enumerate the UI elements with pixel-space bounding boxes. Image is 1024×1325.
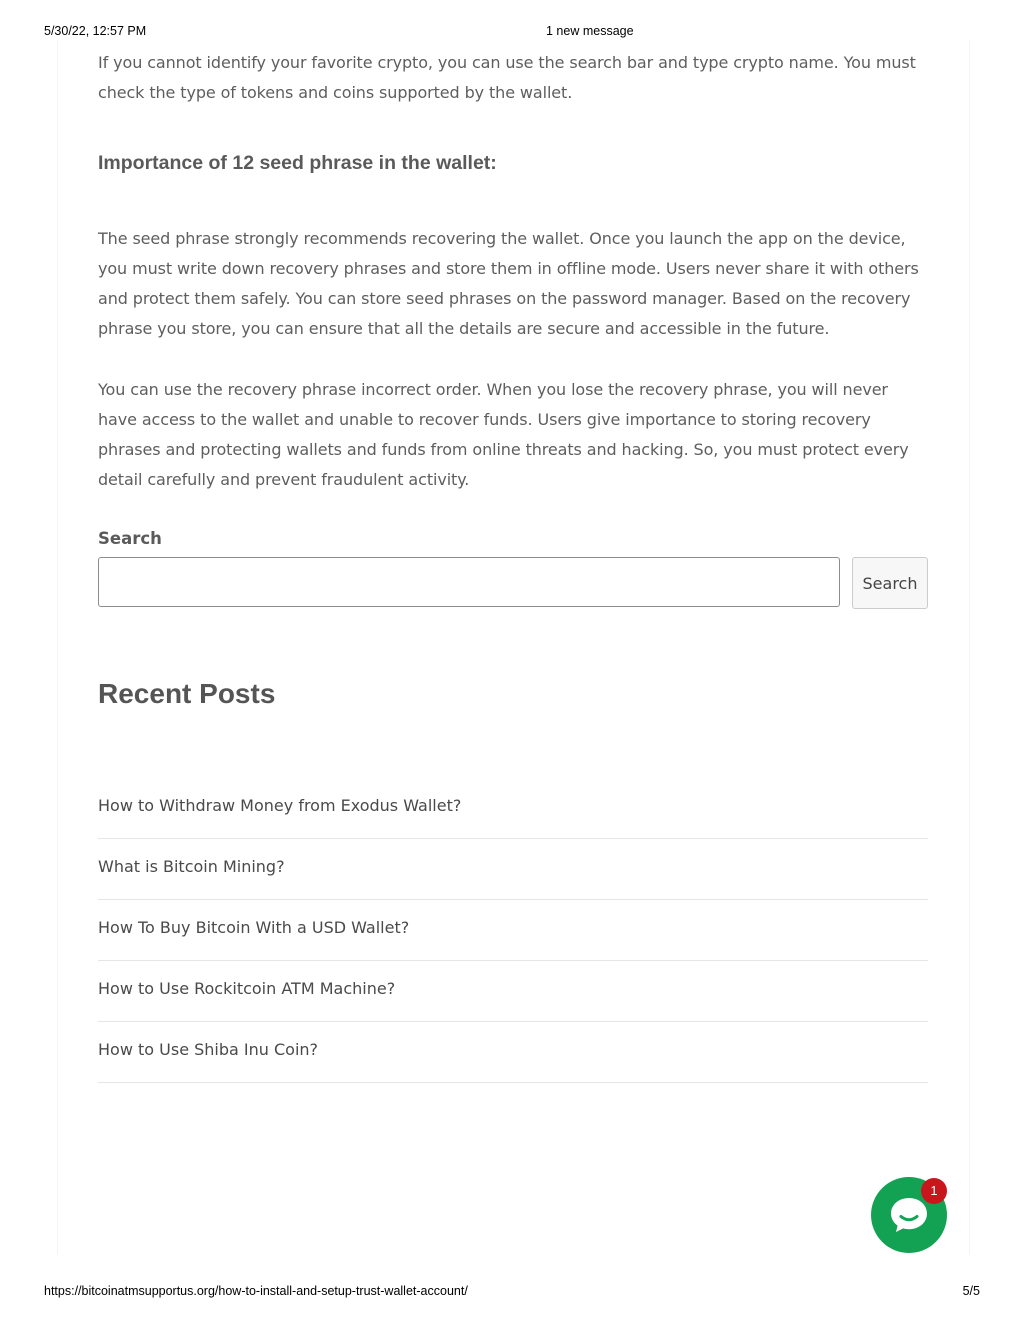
chat-notification-badge: 1 bbox=[921, 1178, 947, 1204]
search-input[interactable] bbox=[98, 557, 840, 607]
recent-post-item bbox=[98, 778, 928, 839]
recent-post-item bbox=[98, 961, 928, 1022]
section-heading: Importance of 12 seed phrase in the wallet: bbox=[98, 152, 497, 174]
print-page-title: 1 new message bbox=[546, 24, 634, 38]
recent-post-item bbox=[98, 1022, 928, 1083]
print-header bbox=[44, 24, 980, 40]
print-url: https://bitcoinatmsupportus.org/how-to-install-and-setup-trust-wallet-account/ bbox=[44, 1284, 468, 1298]
recent-post-link-bitcoin-mining[interactable]: What is Bitcoin Mining? bbox=[98, 857, 285, 876]
chat-bubble-icon bbox=[888, 1194, 930, 1236]
recovery-phrase-paragraph: You can use the recovery phrase incorrect order. When you lose the recovery phrase, you will never have access to the wallet and unable to recover funds. Users give importance to storing recovery phrases and protecting wallets and funds from online threats and hacking. So, you must protect every detail carefully and prevent fraudulent activity. bbox=[98, 380, 909, 489]
recent-post-item bbox=[98, 900, 928, 961]
recent-post-item bbox=[98, 839, 928, 900]
print-footer bbox=[44, 1284, 980, 1300]
recent-posts-list bbox=[98, 778, 928, 1083]
search-button[interactable]: Search bbox=[852, 557, 928, 609]
recent-post-link-shiba-inu[interactable]: How to Use Shiba Inu Coin? bbox=[98, 1040, 319, 1059]
recent-post-link-buy-bitcoin-usd[interactable]: How To Buy Bitcoin With a USD Wallet? bbox=[98, 918, 410, 937]
intro-paragraph: If you cannot identify your favorite crypto, you can use the search bar and type crypto name. You must check the type of tokens and coins supported by the wallet. bbox=[98, 53, 916, 102]
search-label: Search bbox=[98, 529, 162, 548]
print-datetime: 5/30/22, 12:57 PM bbox=[44, 24, 147, 38]
recent-post-link-rockitcoin-atm[interactable]: How to Use Rockitcoin ATM Machine? bbox=[98, 979, 396, 998]
seed-phrase-paragraph: The seed phrase strongly recommends recovering the wallet. Once you launch the app on the device, you must write down recovery phrases and store them in offline mode. Users never share it with others and protect them safely. You can store seed phrases on the password manager. Based on the recovery phrase you store, you can ensure that all the details are secure and accessible in the future. bbox=[98, 229, 919, 338]
recent-post-link-exodus-withdraw[interactable]: How to Withdraw Money from Exodus Wallet? bbox=[98, 796, 462, 815]
recent-posts-title: Recent Posts bbox=[98, 678, 276, 709]
page-indicator: 5/5 bbox=[962, 1284, 980, 1298]
